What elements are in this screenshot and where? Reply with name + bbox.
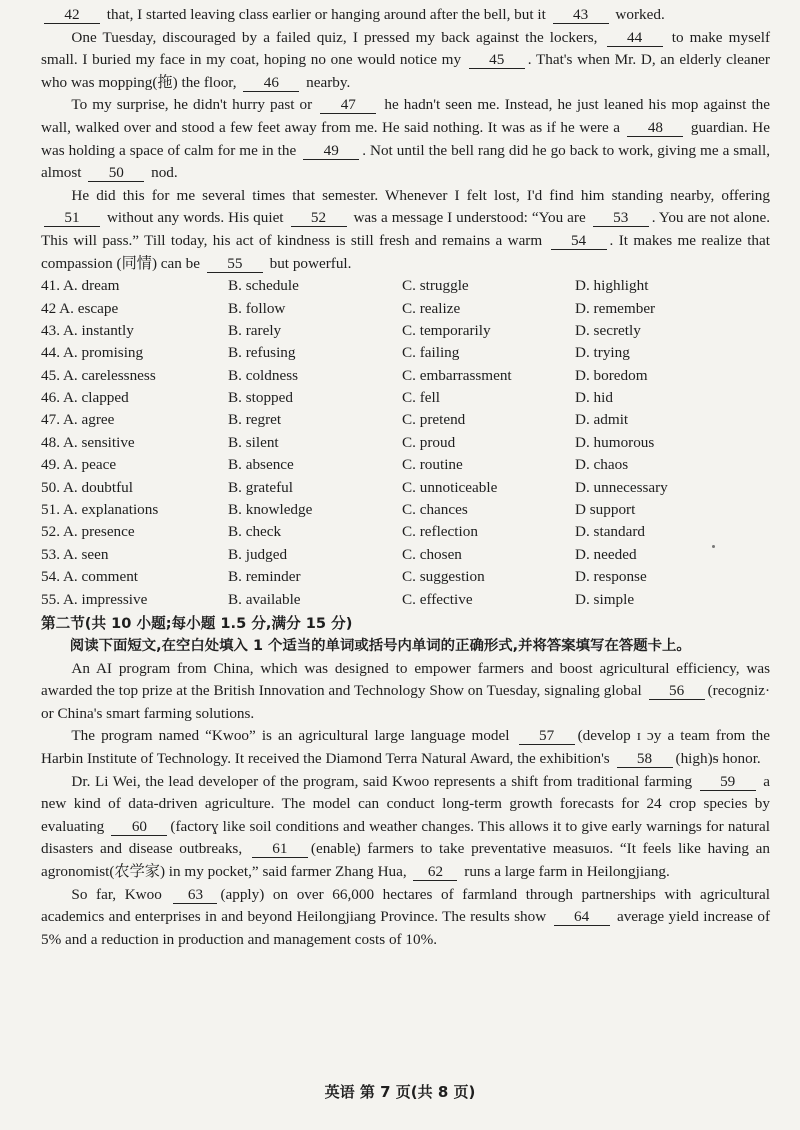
blank-53: 53	[593, 209, 649, 227]
option-text	[41, 521, 228, 543]
option-text: D. standard	[575, 523, 646, 541]
passage2-paragraph-1: An AI program from China, which was designed to empower farmers and boost agricultural efficiency, was awarded the top prize at the British Innovation and Technology Show on Tuesday, signaling global 56 (recogniz· or China's smart farming solutions.	[41, 659, 771, 722]
option-row	[41, 454, 770, 476]
option-text: 53.	[41, 545, 60, 563]
option-text: D. response	[575, 568, 647, 586]
option-text	[41, 454, 228, 476]
option-row	[41, 566, 770, 588]
option-text: 48.	[41, 433, 60, 451]
option-text: D support	[575, 501, 636, 519]
option-text: 44.	[41, 344, 60, 362]
passage2-paragraph-4: So far, Kwoo 63 (apply) on over 66,000 hectares of farmland through partnerships with agricultural academics and enterprises in and beyond Heilongjiang Province. The results show 64 average yield increase of 5% and a reduction in production and management costs of 10%.	[41, 885, 771, 948]
option-text: A. promising	[62, 344, 144, 362]
option-text: B. rarely	[228, 321, 282, 339]
option-text: 54.	[41, 568, 60, 586]
option-text	[41, 409, 228, 431]
option-row	[41, 477, 770, 499]
option-text: A. peace	[62, 456, 117, 474]
option-text: C. reflection	[402, 523, 478, 541]
option-text: C. routine	[402, 456, 463, 474]
option-text: B. regret	[228, 411, 282, 429]
blank-46: 46	[243, 74, 299, 92]
option-text: B. knowledge	[228, 501, 313, 519]
option-text: C. unnoticeable	[402, 478, 498, 496]
blank-64: 64	[554, 908, 610, 926]
option-text: D. remember	[575, 299, 656, 317]
option-text: B. schedule	[228, 277, 299, 295]
option-row	[41, 432, 770, 454]
blank-49: 49	[303, 142, 359, 160]
option-text: A. dream	[62, 277, 120, 295]
passage1-paragraph-2: To my surprise, he didn't hurry past or 47 he hadn't seen me. Instead, he just leaned his mop against the wall, walked over and stood a few feet away from me. He said nothing. It was as if he were a 48 guardian. He was holding a space of calm for me in the 49 . Not until the bell rang did he go back to work, giving me a small, almost 50 nod.	[41, 96, 771, 182]
option-text	[41, 387, 228, 409]
option-text: 55.	[41, 590, 60, 608]
option-text: A. carelessness	[62, 366, 156, 384]
option-row	[41, 275, 770, 297]
option-row	[41, 521, 770, 543]
option-text	[41, 566, 228, 588]
blank-50: 50	[88, 164, 144, 182]
option-row	[41, 298, 770, 320]
option-text: A. seen	[62, 545, 109, 563]
option-text: D. boredom	[575, 366, 648, 384]
scan-speck	[712, 545, 715, 548]
option-text: C. proud	[402, 433, 456, 451]
option-text: 49.	[41, 456, 60, 474]
option-text: D. unnecessary	[575, 478, 668, 496]
option-text	[41, 298, 228, 320]
option-text: D. trying	[575, 344, 630, 362]
blank-54: 54	[551, 232, 607, 250]
option-row	[41, 589, 770, 611]
blank-47: 47	[320, 96, 376, 114]
blank-42: 42	[44, 6, 100, 24]
option-text: B. available	[228, 590, 301, 608]
option-text: D. humorous	[575, 433, 655, 451]
blank-59: 59	[700, 773, 756, 791]
blank-52: 52	[291, 209, 347, 227]
passage2-paragraph-2: The program named “Kwoo” is an agricultural large language model 57 (develop ɪ ɔy a team from the Harbin Institute of Technology. It received the Diamond Terra Natural Award, the exhibition's 58 (high)ᵴ honor.	[41, 727, 770, 767]
blank-57: 57	[519, 727, 575, 745]
option-text: C. chosen	[402, 545, 462, 563]
option-text: 47.	[41, 411, 60, 429]
blank-63: 63	[173, 886, 217, 904]
option-text: A. presence	[62, 523, 135, 541]
option-row	[41, 499, 770, 521]
option-text: B. refusing	[228, 344, 296, 362]
option-row	[41, 544, 770, 566]
option-text: A. comment	[62, 568, 139, 586]
option-text: C. suggestion	[402, 568, 485, 586]
option-text: C. failing	[402, 344, 460, 362]
option-text: D. highlight	[575, 277, 649, 295]
option-text	[41, 432, 228, 454]
blank-60: 60	[111, 818, 167, 836]
option-text: D. hid	[575, 389, 613, 407]
option-text: A. impressive	[62, 590, 148, 608]
blank-48: 48	[627, 119, 683, 137]
passage1-paragraph-1: One Tuesday, discouraged by a failed quiz, I pressed my back against the lockers, 44 to make myself small. I buried my face in my coat, hoping no one would notice my 45 . That's when Mr. D, an elderly cleaner who was mopping(拖) the floor, 46 nearby.	[41, 28, 770, 91]
option-text: C. pretend	[402, 411, 466, 429]
blank-62: 62	[413, 863, 457, 881]
option-text	[41, 365, 228, 387]
option-text: D. simple	[575, 590, 635, 608]
blank-58: 58	[617, 750, 673, 768]
option-text: C. struggle	[402, 277, 469, 295]
section-instruction: 阅读下面短文,在空白处填入 1 个适当的单词或括号内单词的正确形式,并将答案填写在答题卡上。	[69, 637, 691, 654]
page-footer: 英语 第 7 页(共 8 页)	[324, 1083, 476, 1101]
option-text	[41, 275, 228, 297]
option-text: C. embarrassment	[402, 366, 512, 384]
option-text: A. doubtful	[62, 478, 133, 496]
passage1-line0: 42 that, I started leaving class earlier or hanging around after the bell, but it 43 worked.	[41, 4, 770, 27]
option-row	[41, 320, 770, 342]
option-text: B. judged	[228, 545, 288, 563]
option-text: A. instantly	[62, 321, 134, 339]
option-text	[41, 589, 228, 611]
answer-options	[41, 275, 770, 611]
option-text: B. silent	[228, 433, 279, 451]
option-text: B. stopped	[228, 389, 293, 407]
option-text: D. chaos	[575, 456, 629, 474]
blank-43: 43	[553, 6, 609, 24]
option-text	[41, 342, 228, 364]
blank-51: 51	[44, 209, 100, 227]
option-text: D. secretly	[575, 321, 641, 339]
option-text: 41.	[41, 277, 60, 295]
option-text: A. sensitive	[62, 433, 135, 451]
blank-44: 44	[607, 29, 663, 47]
option-text: B. check	[228, 523, 282, 541]
option-text: A. clapped	[62, 389, 129, 407]
option-text: 45.	[41, 366, 60, 384]
option-text: 50.	[41, 478, 60, 496]
option-text: B. reminder	[228, 568, 301, 586]
option-text: B. absence	[228, 456, 294, 474]
option-text: C. realize	[402, 299, 461, 317]
passage1-paragraph-3: He did this for me several times that semester. Whenever I felt lost, I'd find him standing nearby, offering 51 without any words. His quiet 52 was a message I understood: “You are 53 . You are not alone. This will pass.” Till today, his act of kindness is still fresh and remains a warm 54 . It makes me realize that compassion (同情) can be 55 but powerful.	[41, 186, 771, 272]
blank-56: 56	[649, 682, 705, 700]
option-text: 46.	[41, 389, 60, 407]
option-text: 42	[41, 299, 57, 317]
option-text	[41, 499, 228, 521]
passage2-paragraph-3: Dr. Li Wei, the lead developer of the program, said Kwoo represents a shift from traditional farming 59 a new kind of data-driven agriculture. The model can conduct long-term growth forecasts for 24 crop species by evaluating 60 (factorɣ like soil conditions and weather changes. This allows it to give early warnings for natural disasters and disease outbreaks, 61 (enableͅ) farmers to take preventative measuɪos. “It feels like having an agronomist(农学家) in my pocket,” said farmer Zhang Hua, 62 runs a large farm in Heilongjiang.	[41, 772, 771, 880]
blank-55: 55	[207, 255, 263, 273]
option-text: 52.	[41, 523, 60, 541]
option-text: 51.	[41, 501, 60, 519]
option-text: 43.	[41, 321, 60, 339]
option-row	[41, 365, 770, 387]
blank-45: 45	[469, 51, 525, 69]
option-text: D. admit	[575, 411, 629, 429]
option-text	[41, 544, 228, 566]
option-text: A. agree	[62, 411, 115, 429]
option-text	[41, 477, 228, 499]
option-row	[41, 409, 770, 431]
option-text: A. escape	[59, 299, 119, 317]
option-text: C. effective	[402, 590, 473, 608]
option-text: C. temporarily	[402, 321, 491, 339]
option-text: A. explanations	[62, 501, 159, 519]
option-row	[41, 342, 770, 364]
option-text: D. needed	[575, 545, 637, 563]
option-text: C. fell	[402, 389, 440, 407]
option-row	[41, 387, 770, 409]
section-title: 第二节(共 10 小题;每小题 1.5 分,满分 15 分)	[41, 614, 353, 632]
option-text: C. chances	[402, 501, 468, 519]
option-text: B. follow	[228, 299, 286, 317]
blank-61: 61	[252, 840, 308, 858]
option-text: B. grateful	[228, 478, 293, 496]
option-text: B. coldness	[228, 366, 299, 384]
option-text	[41, 320, 228, 342]
